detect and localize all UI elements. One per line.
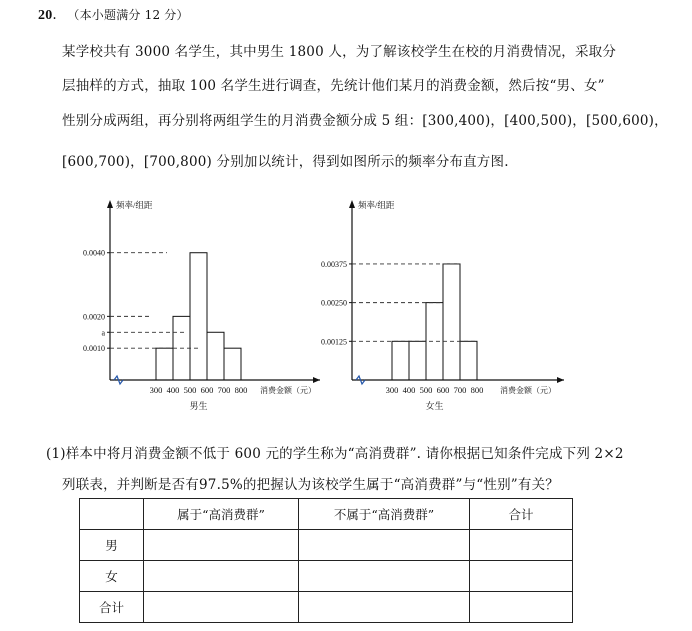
histogram-bar <box>426 303 443 380</box>
question-number: 20 <box>38 8 53 23</box>
histogram-bar <box>224 348 241 380</box>
table-cell-blank[interactable] <box>470 530 573 561</box>
table-row <box>80 561 573 592</box>
table-header-cell: 不属于“高消费群” <box>299 499 470 530</box>
table-header-cell: 合计 <box>470 499 573 530</box>
row-label-female: 女 <box>80 561 144 592</box>
x-tick-label: 800 <box>234 385 248 395</box>
y-axis-label: 频率/组距 <box>358 200 395 210</box>
x-tick-label: 300 <box>149 385 163 395</box>
question-header: 20. （本小题满分 12 分） <box>38 7 189 23</box>
table-cell-blank[interactable] <box>299 561 470 592</box>
y-tick-label: 0.00375 <box>321 259 347 269</box>
contingency-table <box>79 498 573 623</box>
stem-line-4: [600,700)，[700,800) 分别加以统计，得到如图所示的频率分布直方图. <box>62 154 509 170</box>
stem-line-1: 某学校共有 3000 名学生，其中男生 1800 人，为了解该校学生在校的月消费情况，采取分 <box>62 44 617 60</box>
table-header-row <box>80 499 573 530</box>
x-axis-label: 消费金额（元） <box>500 386 556 395</box>
x-tick-label: 700 <box>453 385 467 395</box>
table-cell-blank[interactable] <box>470 561 573 592</box>
histogram-bar <box>156 348 173 380</box>
histogram-male <box>70 194 340 419</box>
x-tick-label: 300 <box>385 385 399 395</box>
y-tick-label: 0.00125 <box>321 337 347 347</box>
table-header-cell: 属于“高消费群” <box>144 499 299 530</box>
row-label-male: 男 <box>80 530 144 561</box>
chart-title: 女生 <box>425 401 444 411</box>
y-axis-arrow-icon <box>349 200 355 208</box>
y-axis-label: 频率/组距 <box>116 200 153 210</box>
x-tick-label: 400 <box>166 385 180 395</box>
table-cell-blank[interactable] <box>144 592 299 623</box>
table-row <box>80 530 573 561</box>
y-tick-label: a <box>101 328 105 338</box>
table-cell-blank[interactable] <box>144 561 299 592</box>
x-tick-label: 600 <box>200 385 214 395</box>
part1-line-1: (1)样本中将月消费金额不低于 600 元的学生称为“高消费群”. 请你根据已知条件完成下列 2×2 <box>46 446 624 462</box>
question-score-note: （本小题满分 12 分） <box>67 8 189 22</box>
x-axis-label: 消费金额（元） <box>260 386 316 395</box>
y-tick-label: 0.0010 <box>83 344 105 354</box>
x-tick-label: 500 <box>183 385 197 395</box>
stem-line-2: 层抽样的方式，抽取 100 名学生进行调查，先统计他们某月的消费金额，然后按“男、女” <box>62 78 605 94</box>
table-header-cell <box>80 499 144 530</box>
table-row <box>80 592 573 623</box>
table-cell-blank[interactable] <box>299 530 470 561</box>
row-label-total: 合计 <box>80 592 144 623</box>
y-axis-arrow-icon <box>107 200 113 208</box>
x-tick-label: 600 <box>436 385 450 395</box>
y-tick-label: 0.00250 <box>321 298 347 308</box>
histogram-bar <box>443 264 460 380</box>
x-axis-arrow-icon <box>557 377 564 383</box>
x-tick-label: 700 <box>217 385 231 395</box>
stem-line-3: 性别分成两组，再分别将两组学生的月消费金额分成 5 组：[300,400)，[400,500)，[500,600)， <box>62 113 668 129</box>
table-cell-blank[interactable] <box>470 592 573 623</box>
table-cell-blank[interactable] <box>299 592 470 623</box>
histogram-bar <box>392 341 409 380</box>
part1-line-2: 列联表，并判断是否有97.5%的把握认为该校学生属于“高消费群”与“性别”有关？ <box>62 477 559 493</box>
table-cell-blank[interactable] <box>144 530 299 561</box>
histogram-bar <box>460 341 477 380</box>
histogram-bar <box>409 341 426 380</box>
histogram-female <box>304 194 584 419</box>
y-tick-label: 0.0020 <box>83 312 105 322</box>
x-tick-label: 800 <box>470 385 484 395</box>
chart-title: 男生 <box>189 401 208 411</box>
x-tick-label: 500 <box>419 385 433 395</box>
x-tick-label: 400 <box>402 385 416 395</box>
y-tick-label: 0.0040 <box>83 248 105 258</box>
histogram-bar <box>190 253 207 380</box>
histogram-bar <box>207 332 224 380</box>
